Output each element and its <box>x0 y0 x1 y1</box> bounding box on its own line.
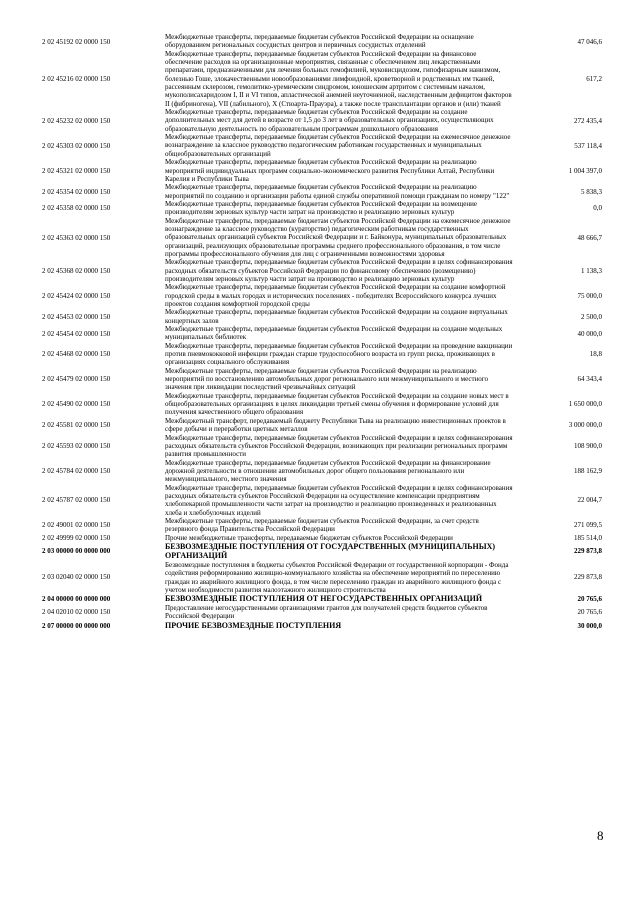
budget-code: 2 02 45468 02 0000 150 <box>42 350 111 359</box>
table-row <box>42 517 602 534</box>
budget-code: 2 02 45479 02 0000 150 <box>42 375 111 384</box>
budget-code: 2 02 45454 02 0000 150 <box>42 329 111 338</box>
amount: 22 004,7 <box>577 496 602 505</box>
revenue-description: Межбюджетные трансферты, передаваемые бюджетам субъектов Российской Федерации в целях софинансирования расходных обязательств субъектов Российской Федерации на осуществление компенсации предприятиям хлебопекарной промышленности части затрат на производство и реализацию произведенных и реализованных хлеба и хлебобулочных изделий <box>165 483 513 517</box>
revenue-description: Межбюджетные трансферты, передаваемые бюджетам субъектов Российской Федерации на возмещение производителям зерновых культур части затрат на производство и реализацию зерновых культур <box>165 199 478 217</box>
budget-code: 2 02 49999 02 0000 150 <box>42 533 111 542</box>
table-row <box>42 484 602 517</box>
amount: 20 765,6 <box>577 608 602 617</box>
budget-code: 2 02 45192 02 0000 150 <box>42 37 111 46</box>
revenue-description: Межбюджетные трансферты, передаваемые бюджетам субъектов Российской Федерации на реализацию мероприятий по восстановлению автомобильных дорог регионального или межмуниципального и местного значения при ликвидации последствий чрезвычайных ситуаций <box>165 366 488 392</box>
revenue-description: Межбюджетные трансферты, передаваемые бюджетам субъектов Российской Федерации на создание комфортной городской среды в малых городах и исторических поселениях - победителях Всероссийского конкурса лучших проектов создания комфортной городской среды <box>165 283 506 308</box>
budget-code: 2 03 02040 02 0000 150 <box>42 573 111 582</box>
budget-code: 2 02 45784 02 0000 150 <box>42 467 111 476</box>
revenue-description: ПРОЧИЕ БЕЗВОЗМЕЗДНЫЕ ПОСТУПЛЕНИЯ <box>165 620 342 630</box>
table-row <box>42 308 602 325</box>
amount: 64 343,4 <box>577 375 602 384</box>
table-row <box>42 325 602 342</box>
revenue-description: Межбюджетные трансферты, передаваемые бюджетам субъектов Российской Федерации в целях софинансирования расходных обязательств субъектов Российской Федерации, возникающих при реализации региональных программ развития промышленности <box>165 433 513 459</box>
budget-code: 2 04 02010 02 0000 150 <box>42 608 111 617</box>
budget-code: 2 03 00000 00 0000 000 <box>42 547 111 556</box>
revenue-description: Межбюджетные трансферты, передаваемые бюджетам субъектов Российской Федерации на проведение вакцинации против пневмококковой инфекции граждан старше трудоспособного возраста из групп риска, проживающих в организациях социального обслуживания <box>165 341 513 367</box>
amount: 0,0 <box>593 204 602 213</box>
table-row <box>42 217 602 259</box>
revenue-description: Межбюджетные трансферты, передаваемые бюджетам субъектов Российской Федерации на реализацию мероприятий индивидуальных программ социально-экономического развития Республики Алтай, Республики Карелия и Республики Тыва <box>165 158 495 183</box>
budget-code: 2 02 45490 02 0000 150 <box>42 400 111 409</box>
table-row <box>42 158 602 183</box>
table-row <box>42 50 602 108</box>
amount: 1 004 397,0 <box>568 166 602 175</box>
amount: 108 900,0 <box>574 442 602 450</box>
amount: 20 765,6 <box>577 595 602 604</box>
revenue-description: Межбюджетные трансферты, передаваемые бюджетам субъектов Российской Федерации на создание дополнительных мест для детей в возрасте от 1,5 до 3 лет в образовательных организациях, осуществляющих образовательную деятельность по образовательным программам дошкольного образования <box>165 108 494 133</box>
budget-code: 2 02 45358 02 0000 150 <box>42 204 111 213</box>
table-row <box>42 108 602 133</box>
amount: 1 138,3 <box>581 266 602 275</box>
revenue-description: Межбюджетные трансферты, передаваемые бюджетам субъектов Российской Федерации на оснащение оборудованием региональных сосудистых центров и первичных сосудистых отделений <box>165 33 474 50</box>
amount: 75 000,0 <box>577 291 602 300</box>
table-row <box>42 183 602 200</box>
budget-code: 2 02 45424 02 0000 150 <box>42 291 111 300</box>
revenue-table <box>42 33 602 630</box>
amount: 48 666,7 <box>577 233 602 242</box>
revenue-description: Межбюджетные трансферты, передаваемые бюджетам субъектов Российской Федерации в целях софинансирования расходных обязательств субъектов Российской Федерации по финансовому обеспечению (возмещению) производителям зерновых культур части затрат на производство и реализацию зерновых культур <box>165 258 513 283</box>
table-row <box>42 417 602 434</box>
budget-code: 2 02 45787 02 0000 150 <box>42 496 111 505</box>
budget-code: 2 02 45216 02 0000 150 <box>42 74 111 83</box>
amount: 5 838,3 <box>581 187 602 196</box>
revenue-description: БЕЗВОЗМЕЗДНЫЕ ПОСТУПЛЕНИЯ ОТ ГОСУДАРСТВЕННЫХ (МУНИЦИПАЛЬНЫХ) ОРГАНИЗАЦИЙ <box>165 541 496 561</box>
revenue-description: Межбюджетные трансферты, передаваемые бюджетам субъектов Российской Федерации на создание новых мест в общеобразовательных организациях в целях ликвидации третьей смены обучения и формирование условий для получения качественного общего образования <box>165 391 509 417</box>
budget-code: 2 02 45581 02 0000 150 <box>42 421 111 430</box>
revenue-description: Межбюджетные трансферты, передаваемые бюджетам субъектов Российской Федерации на финансирование дорожной деятельности в отношении автомобильных дорог общего пользования регионального или межмуниципального, местного значения <box>165 458 491 484</box>
amount: 272 435,4 <box>574 116 602 125</box>
amount: 617,2 <box>586 74 602 83</box>
table-row <box>42 342 602 367</box>
budget-code: 2 02 45321 02 0000 150 <box>42 166 111 175</box>
table-row <box>42 594 602 604</box>
amount: 1 650 000,0 <box>568 400 602 409</box>
revenue-description: Межбюджетные трансферты, передаваемые бюджетам субъектов Российской Федерации на создание модельных муниципальных библиотек <box>165 325 503 342</box>
budget-code: 2 02 45593 02 0000 150 <box>42 442 111 450</box>
amount: 188 162,9 <box>574 467 602 476</box>
amount: 40 000,0 <box>577 329 602 338</box>
budget-code: 2 04 00000 00 0000 000 <box>42 595 111 604</box>
table-row <box>42 33 602 50</box>
budget-code: 2 02 49001 02 0000 150 <box>42 521 111 530</box>
budget-code: 2 07 00000 00 0000 000 <box>42 621 111 630</box>
table-row <box>42 434 602 459</box>
table-row <box>42 561 602 594</box>
revenue-description: Межбюджетные трансферты, передаваемые бюджетам субъектов Российской Федерации на создание виртуальных концертных залов <box>165 308 508 325</box>
revenue-description: Межбюджетные трансферты, передаваемые бюджетам субъектов Российской Федерации, за счет средств резервного фонда Правительства Российской Федерации <box>165 516 479 534</box>
budget-code: 2 02 45368 02 0000 150 <box>42 266 111 275</box>
revenue-description: Межбюджетные трансферты, передаваемые бюджетам субъектов Российской Федерации на реализацию мероприятий по созданию и организации работы единой службы оперативной помощи гражданам по номеру "122" <box>165 183 510 200</box>
amount: 47 046,6 <box>577 37 602 46</box>
budget-code: 2 02 45453 02 0000 150 <box>42 312 111 321</box>
amount: 185 514,0 <box>574 533 602 542</box>
amount: 2 500,0 <box>581 312 602 321</box>
table-row <box>42 621 602 631</box>
table-row <box>42 604 602 621</box>
revenue-description: Межбюджетные трансферты, передаваемые бюджетам субъектов Российской Федерации на ежемесячное денежное вознаграждение за классное руководство (кураторство) педагогическим работникам государственных образовательных организаций субъектов Российской Федерации и г. Байконура, муниципальных образовательных организаций, реализующих образовательные программы среднего профессионального образования, в том числе программы профессионального обучения для лиц с ограниченными возможностями здоровья <box>165 216 511 258</box>
page-number: 8 <box>597 828 604 843</box>
revenue-description: Предоставление негосударственными организациями грантов для получателей средств бюджетов субъектов Российской Федерации <box>165 603 488 621</box>
revenue-description: Прочие межбюджетные трансферты, передаваемые бюджетам субъектов Российской Федерации <box>165 533 453 542</box>
table-row <box>42 133 602 158</box>
table-row <box>42 392 602 417</box>
revenue-description: Межбюджетные трансферты, передаваемые бюджетам субъектов Российской Федерации на финансовое обеспечение расходов на организационные мероприятия, связанные с обеспечением лиц лекарственными препаратами, предназначенными для лечения больных гемофилией, муковисцидозом, гипофизарным нанизмом, болезнью Гоше, злокачественными новообразованиями лимфоидной, кроветворной и родственных им тканей, рассеянным склерозом, гемолитико-уремическим синдромом, юношеским артритом с системным началом, мукополисахаридозом I, II и VI типов, апластической анемией неуточненной, наследственным дефицитом факторов II (фибриногена), VII (лабильного), X (Стюарта-Прауэра), а также после трансплантации органов и (или) тканей <box>165 49 512 108</box>
table-row <box>42 283 602 308</box>
amount: 30 000,0 <box>577 621 602 630</box>
amount: 18,8 <box>589 350 602 359</box>
budget-code: 2 02 45303 02 0000 150 <box>42 141 111 150</box>
revenue-description: Межбюджетный трансферт, передаваемый бюджету Республики Тыва на реализацию инвестиционных проектов в сфере добычи и переработки цветных металлов <box>165 416 506 434</box>
table-row <box>42 542 602 561</box>
table-row <box>42 258 602 283</box>
budget-code: 2 02 45354 02 0000 150 <box>42 187 111 196</box>
revenue-description: Безвозмездные поступления в бюджеты субъектов Российской Федерации от государственной корпорации - Фонда содействия реформированию жилищно-коммунального хозяйства на обеспечение мероприятий по переселению граждан из аварийного жилищного фонда, в том числе переселению граждан из аварийного жилищного фонда с учетом необходимости развития малоэтажного жилищного строительства <box>165 560 509 594</box>
revenue-description: Межбюджетные трансферты, передаваемые бюджетам субъектов Российской Федерации на ежемесячное денежное вознаграждение за классное руководство педагогическим работникам государственных и муниципальных общеобразовательных организаций <box>165 133 511 158</box>
table-row <box>42 534 602 542</box>
amount: 229 873,8 <box>574 573 602 582</box>
budget-code: 2 02 45232 02 0000 150 <box>42 116 111 125</box>
table-row <box>42 200 602 217</box>
amount: 3 000 000,0 <box>568 421 602 430</box>
table-row <box>42 367 602 392</box>
revenue-description: БЕЗВОЗМЕЗДНЫЕ ПОСТУПЛЕНИЯ ОТ НЕГОСУДАРСТВЕННЫХ ОРГАНИЗАЦИЙ <box>165 594 483 604</box>
amount: 271 099,5 <box>574 521 602 530</box>
budget-code: 2 02 45363 02 0000 150 <box>42 233 111 242</box>
amount: 537 118,4 <box>574 141 602 150</box>
amount: 229 873,8 <box>574 547 602 556</box>
table-row <box>42 459 602 484</box>
